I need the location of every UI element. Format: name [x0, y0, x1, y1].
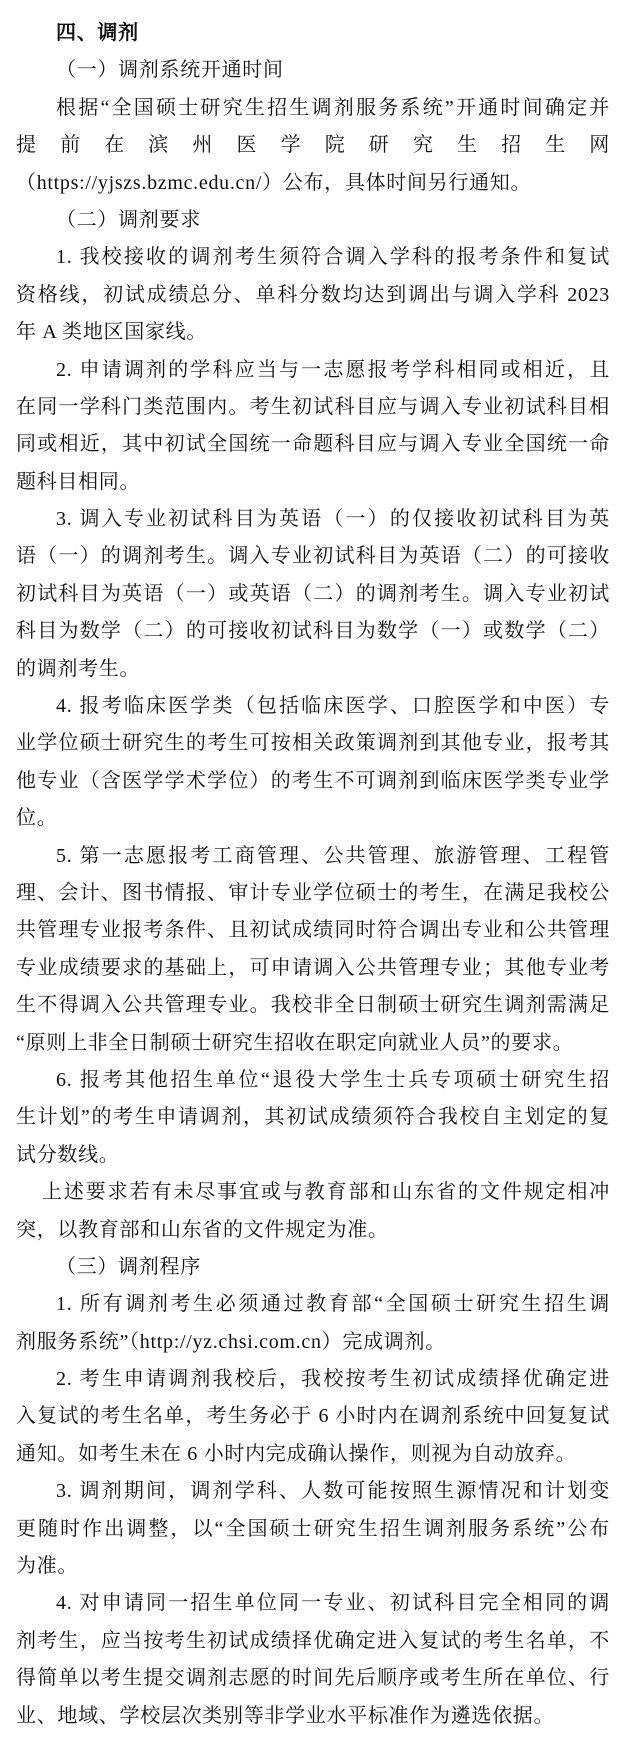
text-line: 4. 报考临床医学类（包括临床医学、口腔医学和中医）专 — [56, 695, 610, 718]
text-line: 业、地域、学校层次类别等非学业水平标准作为遴选依据。 — [16, 1704, 555, 1727]
subsection-heading: （二）调剂要求 — [56, 208, 201, 231]
opening-time-paragraph — [16, 90, 610, 202]
subsection-heading: （一）调剂系统开通时间 — [56, 59, 284, 82]
text-line: 得简单以考生提交调剂志愿的时间先后顺序或考生所在单位、行 — [16, 1667, 610, 1690]
text-line: 1. 我校接收的调剂考生须符合调入学科的报考条件和复试 — [56, 246, 610, 269]
text-line: 1. 所有调剂考生必须通过教育部“全国硕士研究生招生调 — [56, 1293, 610, 1316]
section-title: 四、调剂 — [56, 22, 139, 44]
text-line: 专业成绩要求的基础上，可申请调入公共管理专业；其他专业考 — [16, 956, 610, 979]
text-line: 更随时作出调整，以“全国硕士研究生招生调剂服务系统”公布 — [16, 1517, 610, 1540]
text-line: 共管理专业报考条件、且初试成绩同时符合调出专业和公共管理 — [16, 919, 610, 942]
procedure-item-1 — [16, 1286, 610, 1361]
requirement-item-2 — [16, 352, 610, 502]
text-line: 2. 申请调剂的学科应当与一志愿报考学科相同或相近，且 — [56, 358, 610, 381]
procedure-item-3 — [16, 1473, 610, 1585]
text-line: 2. 考生申请调剂我校后，我校按考生初试成绩择优确定进 — [56, 1368, 610, 1391]
text-line: 剂考生，应当按考生初试成绩择优确定进入复试的考生名单，不 — [16, 1629, 610, 1652]
text-line: 理、会计、图书情报、审计专业学位硕士的考生，在满足我校公 — [16, 881, 610, 904]
requirement-item-6 — [16, 1062, 610, 1174]
text-line: 他专业（含医学学术学位）的考生不可调剂到临床医学类专业学 — [16, 769, 610, 792]
text-line: 生不得调入公共管理专业。我校非全日制硕士研究生调剂需满足 — [16, 994, 610, 1017]
subsection-requirements — [16, 202, 610, 1249]
text-line: 题科目相同。 — [16, 470, 141, 493]
text-line: 试分数线。 — [16, 1143, 120, 1166]
text-line: 提前在滨州医学院研究生招生网 — [16, 134, 610, 157]
document-body — [16, 15, 610, 1735]
text-line: 生计划”的考生申请调剂，其初试成绩须符合我校自主划定的复 — [16, 1106, 610, 1129]
text-line: （https://yjszs.bzmc.edu.cn/）公布，具体时间另行通知。 — [16, 171, 532, 194]
text-line: 通知。如考生未在 6 小时内完成确认操作，则视为自动放弃。 — [16, 1442, 577, 1465]
subsection-procedure — [16, 1249, 610, 1735]
text-line: 在同一学科门类范围内。考生初试科目应与调入专业初试科目相 — [16, 395, 610, 418]
text-line: 资格线，初试成绩总分、单科分数均达到调出与调入学科 2023 — [16, 283, 610, 306]
requirement-item-3 — [16, 501, 610, 688]
text-line: 的调剂考生。 — [16, 657, 141, 680]
text-line: 业学位硕士研究生的考生可按相关政策调剂到其他专业，报考其 — [16, 732, 610, 755]
text-line: “原则上非全日制硕士研究生招收在职定向就业人员”的要求。 — [16, 1031, 574, 1054]
text-line: 3. 调剂期间，调剂学科、人数可能按照生源情况和计划变 — [56, 1480, 610, 1503]
requirement-item-1 — [16, 239, 610, 351]
text-line: 4. 对申请同一招生单位同一专业、初试科目完全相同的调 — [56, 1592, 610, 1615]
procedure-item-2 — [16, 1361, 610, 1473]
text-line: 5. 第一志愿报考工商管理、公共管理、旅游管理、工程管 — [56, 844, 610, 867]
requirement-item-5 — [16, 838, 610, 1062]
text-line: 年 A 类地区国家线。 — [16, 321, 208, 344]
text-line: 3. 调入专业初试科目为英语（一）的仅接收初试科目为英 — [56, 508, 610, 531]
text-line: 6. 报考其他招生单位“退役大学生士兵专项硕士研究生招 — [56, 1068, 610, 1091]
subsection-system-opening-time — [16, 52, 610, 202]
requirement-item-4 — [16, 688, 610, 838]
text-line: 剂服务系统”（http://yz.chsi.com.cn）完成调剂。 — [16, 1330, 446, 1353]
requirements-note — [16, 1174, 610, 1249]
text-line: 上述要求若有未尽事宜或与教育部和山东省的文件规定相冲 — [42, 1181, 610, 1204]
text-line: 根据“全国硕士研究生招生调剂服务系统”开通时间确定并 — [56, 96, 610, 119]
procedure-item-4 — [16, 1585, 610, 1735]
text-line: 为准。 — [16, 1555, 79, 1578]
text-line: 语（一）的调剂考生。调入专业初试科目为英语（二）的可接收 — [16, 545, 610, 568]
text-line: 位。 — [16, 807, 58, 830]
text-line: 初试科目为英语（一）或英语（二）的调剂考生。调入专业初试 — [16, 582, 610, 605]
subsection-heading: （三）调剂程序 — [56, 1255, 201, 1278]
text-line: 入复试的考生名单，考生务必于 6 小时内在调剂系统中回复复试 — [16, 1405, 610, 1428]
text-line: 科目为数学（二）的可接收初试科目为数学（一）或数学（二） — [16, 620, 610, 643]
text-line: 同或相近，其中初试全国统一命题科目应与调入专业全国统一命 — [16, 433, 610, 456]
text-line: 突，以教育部和山东省的文件规定为准。 — [16, 1218, 389, 1241]
